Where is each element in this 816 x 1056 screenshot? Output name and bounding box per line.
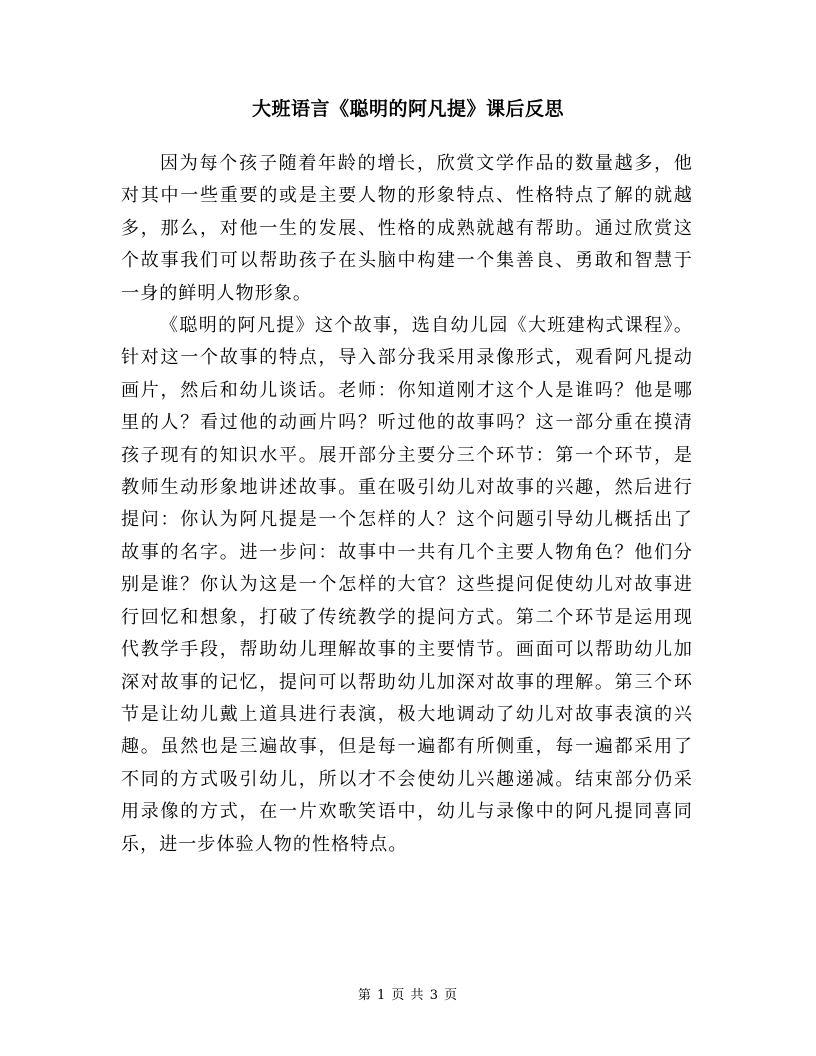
document-body (121, 148, 693, 861)
paragraph-2: 《聪明的阿凡提》这个故事，选自幼儿园《大班建构式课程》。针对这一个故事的特点，导入部分我采用录像形式，观看阿凡提动画片，然后和幼儿谈话。老师：你知道刚才这个人是谁吗？他是哪里的人？看过他的动画片吗？听过他的故事吗？这一部分重在摸清孩子现有的知识水平。展开部分主要分三个环节：第一个环节，是教师生动形象地讲述故事。重在吸引幼儿对故事的兴趣，然后进行提问：你认为阿凡提是一个怎样的人？这个问题引导幼儿概括出了故事的名字。进一步问：故事中一共有几个主要人物角色？他们分别是谁？你认为这是一个怎样的大官？这些提问促使幼儿对故事进行回忆和想象，打破了传统教学的提问方式。第二个环节是运用现代教学手段，帮助幼儿理解故事的主要情节。画面可以帮助幼儿加深对故事的记忆，提问可以帮助幼儿加深对故事的理解。第三个环节是让幼儿戴上道具进行表演，极大地调动了幼儿对故事表演的兴趣。虽然也是三遍故事，但是每一遍都有所侧重，每一遍都采用了不同的方式吸引幼儿，所以才不会使幼儿兴趣递减。结束部分仍采用录像的方式，在一片欢歌笑语中，幼儿与录像中的阿凡提同喜同乐，进一步体验人物的性格特点。 (121, 315, 693, 855)
paragraph-1: 因为每个孩子随着年龄的增长，欣赏文学作品的数量越多，他对其中一些重要的或是主要人物的形象特点、性格特点了解的就越多，那么，对他一生的发展、性格的成熟就越有帮助。通过欣赏这个故事我们可以帮助孩子在头脑中构建一个集善良、勇敢和智慧于一身的鲜明人物形象。 (121, 153, 693, 304)
document-title: 大班语言《聪明的阿凡提》课后反思 (251, 98, 564, 120)
page-number-footer: 第 1 页 共 3 页 (357, 988, 459, 1003)
